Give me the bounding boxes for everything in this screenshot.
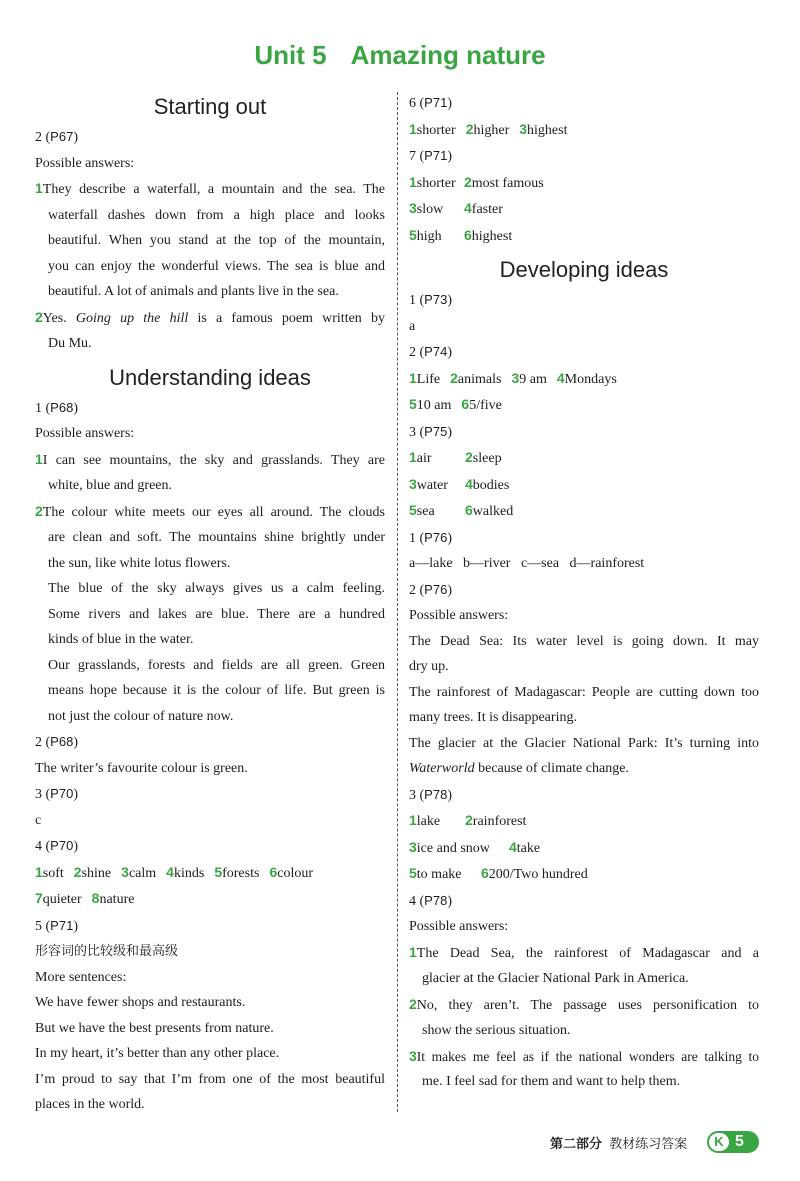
unit-number: Unit 5 [254, 40, 327, 70]
answer-line: me. I feel sad for them and want to help them. [422, 1074, 681, 1089]
answer-intro: Possible answers: [35, 155, 135, 171]
exercise-label: 5 (P71) [35, 917, 78, 934]
answer-line: 2The colour white meets our eyes all around. The clouds [35, 502, 385, 520]
answer-list [409, 223, 759, 250]
exercise-label: 1 (P73) [409, 292, 452, 308]
answer-line: The blue of the sky always gives us a calm feeling. [48, 581, 385, 596]
list-item: 5forests [214, 863, 260, 881]
answer-intro: Possible answers: [409, 919, 509, 934]
list-item: 3water [409, 475, 448, 493]
exercise-label: 4 (P70) [35, 838, 78, 854]
list-item: 39 am [511, 369, 547, 387]
exercise-label: 2 (P68) [35, 734, 78, 750]
answer-list [409, 835, 759, 862]
list-item: 4Mondays [556, 369, 617, 387]
list-item: 1air [409, 449, 432, 466]
answer-line: white, blue and green. [48, 478, 173, 493]
answer-line: Waterworld because of climate change. [409, 761, 629, 776]
answer-line: a—lake b—river c—sea d—rainforest [409, 556, 645, 571]
list-item: 510 am [409, 396, 452, 413]
list-item: 4faster [464, 200, 503, 217]
list-item: 4take [509, 838, 541, 856]
answer-line: But we have the best presents from nature. [35, 1020, 274, 1036]
footer-label: 教材练习答案 [609, 1136, 688, 1151]
answer-list [409, 170, 759, 197]
answer-line: the sun, like white lotus flowers. [48, 555, 231, 571]
page-number: 5 [735, 1133, 744, 1150]
column-divider [397, 92, 398, 1112]
answer-line: In my heart, it’s better than any other place. [35, 1046, 280, 1061]
answer-line: you can enjoy the wonderful views. The sea is blue and [48, 258, 385, 274]
answer-list [409, 366, 759, 393]
exercise-label: 3 (P75) [409, 423, 452, 440]
exercise-label: 6 (P71) [409, 95, 452, 111]
list-item: 1Life [409, 369, 441, 387]
list-item: 2shine [73, 863, 112, 881]
answer-line: many trees. It is disappearing. [409, 710, 577, 725]
exercise-label: 1 (P68) [35, 399, 78, 416]
list-item: 2most famous [464, 173, 544, 191]
answer-line: 1The Dead Sea, the rainforest of Madagascar and a [409, 943, 759, 961]
answer-line: 1I can see mountains, the sky and grasslands. They are [35, 450, 385, 468]
list-item: 1shorter [409, 120, 456, 138]
exercise-label: 7 (P71) [409, 148, 452, 164]
answer-line: The Dead Sea: Its water level is going down. It may [409, 633, 759, 649]
exercise-label: 2 (P74) [409, 344, 452, 360]
answer-line: Some rivers and lakes are blue. There are a hundred [48, 606, 385, 622]
list-item: 2higher [465, 120, 510, 138]
answer-line: beautiful. A lot of animals and plants live in the sea. [48, 284, 339, 299]
exercise-label: 4 (P78) [409, 892, 452, 909]
answer-line: Du Mu. [48, 336, 92, 351]
answer-line: places in the world. [35, 1097, 145, 1112]
section-heading-developing: Developing ideas [499, 257, 669, 282]
section-heading-understanding: Understanding ideas [109, 364, 311, 390]
list-item: 2animals [450, 369, 502, 387]
page-footer [550, 1133, 687, 1152]
answer-line: a [409, 318, 416, 334]
answer-list [35, 886, 385, 913]
exercise-label: 3 (P70) [35, 786, 78, 802]
unit-name: Amazing nature [350, 40, 546, 70]
exercise-label: 2 (P67) [35, 129, 78, 145]
answer-line: waterfall dashes down from a high place and looks [48, 207, 385, 223]
answer-line: 3It makes me feel as if the national wonders are talking to [409, 1047, 759, 1064]
answer-line: show the serious situation. [422, 1023, 571, 1038]
answer-list [409, 472, 759, 499]
list-item: 4bodies [465, 475, 510, 493]
answer-intro: Possible answers: [409, 608, 509, 623]
list-item: 4kinds [166, 863, 205, 881]
list-item: 3highest [519, 120, 568, 138]
answer-list [409, 196, 759, 223]
answer-list [35, 860, 385, 887]
exercise-label: 1 (P76) [409, 529, 452, 546]
list-item: 2rainforest [465, 812, 527, 829]
list-item: 6200/Two hundred [481, 865, 588, 882]
answer-intro: More sentences: [35, 969, 127, 985]
k-badge-icon: K [709, 1133, 729, 1151]
list-item: 3ice and snow [409, 838, 490, 856]
list-item: 3calm [121, 863, 157, 881]
right-column [409, 90, 759, 1095]
list-item: 1soft [35, 863, 64, 881]
book-title: Waterworld [409, 761, 475, 776]
answer-line: kinds of blue in the water. [48, 632, 194, 647]
answer-line: 1They describe a waterfall, a mountain and the sea. The [35, 180, 385, 197]
answer-list [409, 498, 759, 525]
list-item: 2sleep [465, 449, 502, 466]
answer-list [409, 808, 759, 835]
list-item: 8nature [91, 890, 135, 907]
page-number-badge [707, 1131, 759, 1153]
answer-line: are clean and soft. The mountains shine brightly under [48, 530, 385, 545]
answer-line: The rainforest of Madagascar: People are cutting down too [409, 684, 759, 700]
left-column [35, 90, 385, 1118]
exercise-label: 3 (P78) [409, 786, 452, 803]
list-item: 1lake [409, 812, 441, 829]
answer-line: We have fewer shops and restaurants. [35, 995, 246, 1010]
answer-line: beautiful. When you stand at the top of the mountain, [48, 233, 385, 248]
answer-list [409, 861, 759, 888]
page-title [0, 40, 800, 71]
list-item: 5high [409, 226, 442, 244]
list-item: 7quieter [35, 890, 82, 907]
answer-line: not just the colour of nature now. [48, 708, 234, 724]
section-heading-starting-out: Starting out [153, 94, 267, 119]
poem-title: Going up the hill [75, 310, 189, 326]
list-item: 65/five [461, 396, 502, 413]
answer-line: The glacier at the Glacier National Park: It’s turning into [409, 735, 759, 751]
list-item: 3slow [409, 200, 444, 217]
answer-list [409, 117, 759, 144]
answer-line: means hope because it is the colour of life. But green is [48, 683, 385, 698]
answer-line: glacier at the Glacier National Park in America. [422, 971, 689, 986]
list-item: 6highest [464, 226, 513, 244]
answer-line: dry up. [409, 659, 449, 674]
answer-line: c [35, 812, 42, 828]
grammar-topic: 形容词的比较级和最高级 [35, 944, 179, 959]
answer-line: Our grasslands, forests and fields are all green. Green [48, 657, 385, 673]
list-item: 6walked [465, 502, 514, 519]
answer-list [409, 445, 759, 472]
list-item: 1shorter [409, 173, 456, 191]
answer-line: I’m proud to say that I’m from one of the most beautiful [35, 1071, 385, 1087]
footer-part: 第二部分 [550, 1136, 603, 1151]
exercise-label: 2 (P76) [409, 581, 452, 598]
list-item: 5to make [409, 865, 462, 882]
answer-intro: Possible answers: [35, 426, 135, 441]
answer-line: 2No, they aren’t. The passage uses personification to [409, 995, 759, 1013]
list-item: 5sea [409, 502, 435, 519]
answer-line: The writer’s favourite colour is green. [35, 760, 248, 776]
list-item: 6colour [269, 863, 313, 881]
answer-list [409, 392, 759, 419]
answer-line: 2Yes. Going up the hill is a famous poem written by [35, 308, 385, 326]
